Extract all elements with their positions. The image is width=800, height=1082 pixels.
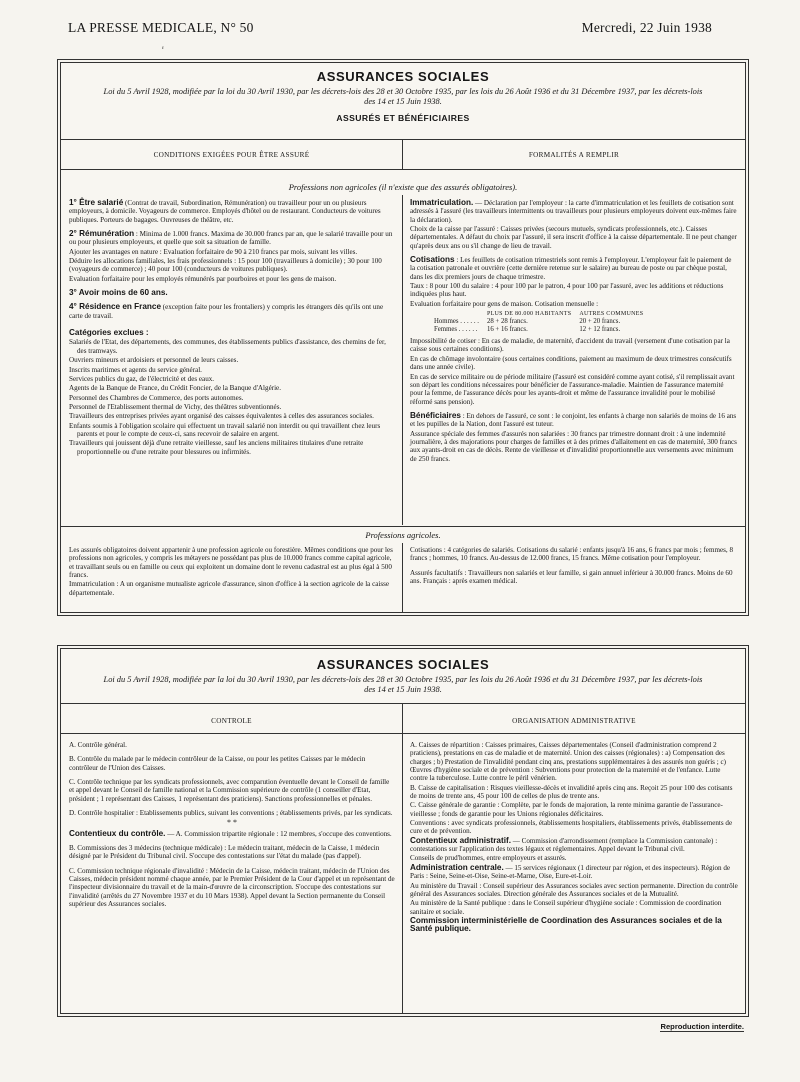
contentieux-administratif: Contentieux administratif. — Commission d'arrondissement (remplace la Commission cantonale) : contestations sur l'application des textes légaux et réglementaires. Appel devant le Tribunal civil. [410, 835, 718, 854]
panel-subtitle: Loi du 5 Avril 1928, modifiée par la loi du 30 Avril 1930, par les décrets-lois des 28 et 30 Octobre 1935, par les lois du 26 Août 1936 et du 31 Décembre 1937, par les décrets-lois des 14 et 15 Juin 1938. [103, 675, 703, 694]
commission-3-medecins: B. Commissions des 3 médecins (technique médicale) : Le médecin traitant, médecin de la Caisse, 1 médecin désigné par le Président du Tribunal civil. S'occupe des contestations sur l'état du malade (pas d'appel). [69, 844, 380, 861]
cotisations: Cotisations : Les feuillets de cotisation trimestriels sont remis à l'employeur. L'employeur fait le paiement de la cotisation patronale et ouvrière (cette dernière retenue sur le salaire) au bureau de poste ou par chèque postal, dans les dix premiers jours de chaque trimestre. [410, 255, 732, 281]
issue-date: Mercredi, 22 Juin 1938 [581, 20, 712, 35]
list-item: Agents de la Banque de France, du Crédit Foncier, de la Banque d'Algérie. [69, 384, 281, 393]
table-header: AUTRES COMMUNES [579, 311, 644, 318]
column-head-conditions: CONDITIONS EXIGÉES POUR ÊTRE ASSURÉ [153, 151, 310, 159]
condition-age: 3° Avoir moins de 60 ans. [69, 288, 168, 298]
beneficiaires: Bénéficiaires : En dehors de l'assuré, ce sont : le conjoint, les enfants à charge non salariés de moins de 16 ans et les pupilles de la Nation, dont l'assuré est tuteur. [410, 410, 737, 429]
list-item: Ouvriers mineurs et ardoisiers et personnel de leurs caisses. [69, 356, 239, 365]
list-item: Salariés de l'Etat, des départements, des communes, des établissements publics d'assistance, des chemins de fer, des tramways. [69, 338, 386, 355]
divider [61, 169, 745, 170]
agricoles-right [410, 546, 738, 586]
panel-heading: ASSURÉS ET BÉNÉFICIAIRES [336, 113, 470, 123]
column-head-organisation: ORGANISATION ADMINISTRATIVE [512, 717, 636, 725]
divider [61, 139, 745, 140]
immatriculation-agricole: Immatriculation : A un organisme mutualiste agricole d'assurance, sinon d'office à la section agricole de la caisse départementale. [69, 580, 390, 597]
controle-column [69, 741, 395, 910]
column-divider [402, 543, 403, 612]
table-row: Hommes . . . . . . 28 + 28 francs. 20 + 20 francs. [434, 318, 621, 326]
cotisations-agricoles: Cotisations : 4 catégories de salariés. Cotisations du salarié : enfants jusqu'à 16 ans, 6 francs par mois ; femmes, 8 francs ; hommes, 10 francs. Au-dessus de 12.000 francs, 15 francs. Même cotisation pour l'employeur. [410, 546, 733, 563]
separator-stars: * * [227, 818, 237, 828]
ministere-travail: Au ministère du Travail : Conseil supérieur des Assurances sociales avec section permanente. Direction du contrôle général des Assurances sociales. Direction générale des Assurances sociales et de la Mutualité. [410, 881, 738, 898]
commission-interministerielle: Commission interministérielle de Coordination des Assurances sociales et de la Santé publique. [410, 915, 722, 934]
categories-exclues-list [69, 338, 395, 455]
avantages-nature: Ajouter les avantages en nature : Evaluation forfaitaire de 90 à 210 francs par mois, suivant les villes. [69, 247, 358, 256]
panel-assures-beneficiaires [60, 62, 746, 613]
impossibilite-cotiser: Impossibilité de cotiser : En cas de maladie, de maternité, d'accident du travail (versement d'une cotisation par la caisse sous certaines conditions). [410, 337, 730, 354]
section-agricoles: Professions agricoles. [365, 530, 441, 540]
divider [61, 703, 745, 704]
page-header [68, 20, 712, 40]
taux: Taux : 8 pour 100 du salaire : 4 pour 100 par le patron, 4 pour 100 par l'assuré, avec les additions et réductions indiquées plus haut. [410, 282, 724, 299]
categories-exclues-heading: Catégories exclues : [69, 328, 149, 338]
condition-residence: 4° Résidence en France (exception faite pour les frontaliers) y compris les étrangers dès qu'ils ont une carte de travail. [69, 302, 384, 320]
caisse-capitalisation: B. Caisse de capitalisation : Risques vieillesse-décès et invalidité après cinq ans. Reçoit 25 pour 100 des cotisants de moins de trente ans, 45 pour 100 de celles de plus de trente ans. [410, 783, 733, 801]
organisation-column [410, 741, 738, 935]
divider [61, 733, 745, 734]
list-item: Enfants soumis à l'obligation scolaire qui effectuent un travail salarié non interdit ou qui travaillent chez leurs parents et pour le compte de ceux-ci, sans recevoir de salaire en argent. [69, 421, 381, 438]
condition-remuneration: 2° Rémunération : Minima de 1.000 francs. Maxima de 30.000 francs par an, que le salarié travaille pour un ou pour plusieurs employeurs, et quelle que soit sa situation de famille. [69, 229, 393, 247]
list-item: Personnel de l'Etablissement thermal de Vichy, des théâtres subventionnés. [69, 402, 282, 411]
panel-subtitle: Loi du 5 Avril 1928, modifiée par la loi du 30 Avril 1930, par les décrets-lois des 28 et 30 Octobre 1935, par les lois du 26 Août 1936 et du 31 Décembre 1937, par les décrets-lois des 14 et 15 Juin 1938. [103, 87, 703, 106]
chomage: En cas de chômage involontaire (sous certaines conditions, paiement au maximum de deux trimestres consécutifs dans une année civile). [410, 354, 732, 372]
controle-technique: C. Contrôle technique par les syndicats professionnels, avec comparution éventuelle devant le Conseil de famille et appel devant le Conseil de famille national et la Commission supérieure de contrôle (1 conseiller d'Etat, président ; 1 représentant des Caisses, 1 représentant des praticiens). Sanctions professionnelles et pénales. [69, 778, 390, 803]
conseils-prudhommes: Conseils de prud'hommes, entre employeurs et assurés. [410, 854, 567, 863]
commission-invalidite: C. Commission technique régionale d'invalidité : Médecin de la Caisse, médecin traitant, médecin de l'Union des Caisses, médecin président nommé chaque année, par le Premier Président de la Cour d'appel et un représentant de l'inspecteur divisionnaire du travail et de la main-d'œuvre de la circonscription. S'occupe des contestations sur l'invalidité (arrêtés du 27 Novembre 1937 et du 10 Mars 1938). Appel devant la Section permanente du Conseil supérieur des Assurances sociales. [69, 866, 395, 909]
list-item: Personnel des Chambres de Commerce, des ports autonomes. [69, 393, 244, 402]
panel-controle-organisation [60, 648, 746, 1014]
immatriculation: Immatriculation. — Déclaration par l'employeur : la carte d'immatriculation et les feuillets de cotisation sont adressés à l'assuré (les travailleurs intermittents ou travailleurs pour plusieurs employeurs doivent eux-mêmes faire la déclaration). [410, 198, 737, 224]
list-item: Travailleurs qui jouissent déjà d'une retraite vieillesse, sauf les anciens militaires titulaires d'une retraite proportionnelle ou d'une retraite pour blessures ou infirmités. [69, 439, 364, 456]
panel-title: ASSURANCES SOCIALES [316, 657, 490, 672]
list-item: Inscrits maritimes et agents du service général. [69, 365, 202, 374]
deductions: Déduire les allocations familiales, les frais professionnels : 15 pour 100 (travailleurs à domicile) ; 30 pour 100 (voyageurs de commerce) ; 40 pour 100 (conducteurs de voitures publiques). [69, 257, 382, 274]
print-mark: ᵋ [162, 44, 164, 53]
cotisation-table [430, 310, 647, 334]
assures-facultatifs: Assurés facultatifs : Travailleurs non salariés et leur famille, si gain annuel inférieur à 30.000 francs. Moins de 60 ans. Français : après examen médical. [410, 568, 733, 586]
evaluation-gens-maison: Evaluation forfaitaire pour gens de maison. Cotisation mensuelle : [410, 299, 599, 308]
caisses-repartition: A. Caisses de répartition : Caisses primaires, Caisses départementales (Conseil d'administration comprend 2 praticiens), prestations en cas de maladie et de maternité. Union des caisses (régionales) : a) Compensation des charges ; b) Prestation de l'invalidité pendant cinq ans, prestations supplémentaires à des assurés non guéris ; c) Œuvres d'hygiène sociale et de prévention : Subventions pour protection de la maternité et de l'enfance. Lutte contre la tuberculose. Lutte contre le péril vénérien. [410, 741, 726, 783]
divider [61, 526, 745, 527]
column-divider [402, 195, 403, 525]
table-header: PLUS DE 80.000 HABITANTS [486, 311, 572, 318]
contentieux-controle: Contentieux du contrôle. — A. Commission tripartite régionale : 12 membres, s'occupe des conventions. [69, 828, 392, 838]
service-militaire: En cas de service militaire ou de période militaire (l'assuré est considéré comme ayant cotisé, s'il remplissait avant son départ les conditions nécessaires pour bénéficier de l'assurance-maladie. Maintien de l'assurance maternité pour la femme, de l'assurance décès pour les ayants-droit et même de l'assurance invalidité pour le mobilisé réformé sans pension). [410, 372, 735, 406]
evaluation-forfaitaire: Evaluation forfaitaire pour les employés rémunérés par pourboires et pour les gens de maison. [69, 274, 337, 283]
section-non-agricoles: Professions non agricoles (il n'existe que des assurés obligatoires). [288, 182, 518, 192]
conventions: Conventions : avec syndicats professionnels, établissements hospitaliers, établissements privés, établissements de cure et de prévention. [410, 819, 733, 836]
administration-centrale: Administration centrale. — 15 services régionaux (1 directeur par région, et des inspecteurs). Région de Paris : Seine, Seine-et-Oise, Seine-et-Marne, Oise, Eure-et-Loir. [410, 862, 731, 881]
caisse-garantie: C. Caisse générale de garantie : Complète, par le fonds de majoration, la rente minima garantie de l'assurance-vieillesse ; fonds de garantie pour les Unions régionales déficitaires. [410, 801, 723, 818]
panel-title: ASSURANCES SOCIALES [316, 69, 490, 84]
controle-general: A. Contrôle général. [69, 741, 127, 749]
journal-title: LA PRESSE MEDICALE, N° 50 [68, 20, 254, 35]
formalites-column [410, 199, 738, 464]
reproduction-notice: Reproduction interdite. [660, 1022, 744, 1031]
choix-caisse: Choix de la caisse par l'assuré : Caisses privées (secours mutuels, syndicats professionnels, etc.). Caisses départementales. A défaut du choix par l'assuré, il sera inscrit d'office à la caisse départementale. Il ne peut changer qu'après deux ans ou s'il change de lieu de travail. [410, 225, 737, 250]
conditions-column [69, 199, 395, 457]
column-head-controle: CONTROLE [211, 717, 252, 725]
column-head-formalites: FORMALITÉS A REMPLIR [528, 151, 620, 159]
table-row: Femmes . . . . . . 16 + 16 francs. 12 + 12 francs. [434, 326, 621, 334]
controle-malade: B. Contrôle du malade par le médecin contrôleur de la Caisse, ou pour les petites Caisses par le médecin contrôleur de l'Union des Caisses. [69, 755, 366, 772]
condition-salarie: 1° Être salarié (Contrat de travail, Subordination, Rémunération) ou travailleur pour un ou plusieurs employeurs, à domicile. Voyageurs de commerce. Employés d'hôtel ou de restaurant. Conducteurs de voitures publiques. Porteurs de bagages. Ouvreuses de théâtre, etc. [69, 198, 381, 224]
controle-hospitalier: D. Contrôle hospitalier : Etablissements publics, suivant les conventions ; établissements privés, par les syndicats. [69, 809, 393, 818]
column-divider [402, 703, 403, 1013]
list-item: Services publics du gaz, de l'électricité et des eaux. [69, 374, 215, 383]
ministere-sante: Au ministère de la Santé publique : dans le Conseil supérieur d'hygiène sociale : Commission de coordination sanitaire et sociale. [410, 899, 722, 916]
assures-obligatoires: Les assurés obligatoires doivent appartenir à une profession agricole ou forestière. Mêmes conditions que pour les professions non agricoles, y compris les métayers ne possédant pas plus de 10.000 francs comme capital agricole, et travaillant seuls ou en famille ou ceux qui exploitent un domaine dont le revenu cadastral est au plus égal à 500 francs. [69, 546, 393, 580]
list-item: Travailleurs des entreprises privées ayant organisé des caisses équivalentes à celles des assurances sociales. [69, 412, 374, 421]
agricoles-left [69, 546, 395, 598]
assurance-speciale-femmes: Assurance spéciale des femmes d'assurés non salariées : 30 francs par trimestre donnant droit : à une indemnité journalière, à des majorations pour charges de familles et à des primes d'allaitement en cas de maternité, 300 francs aux ayants-droit en cas de décès. Rente de vieillesse et d'invalidité proportionnelle aux versements avec minimum de 250 francs. [410, 429, 737, 463]
